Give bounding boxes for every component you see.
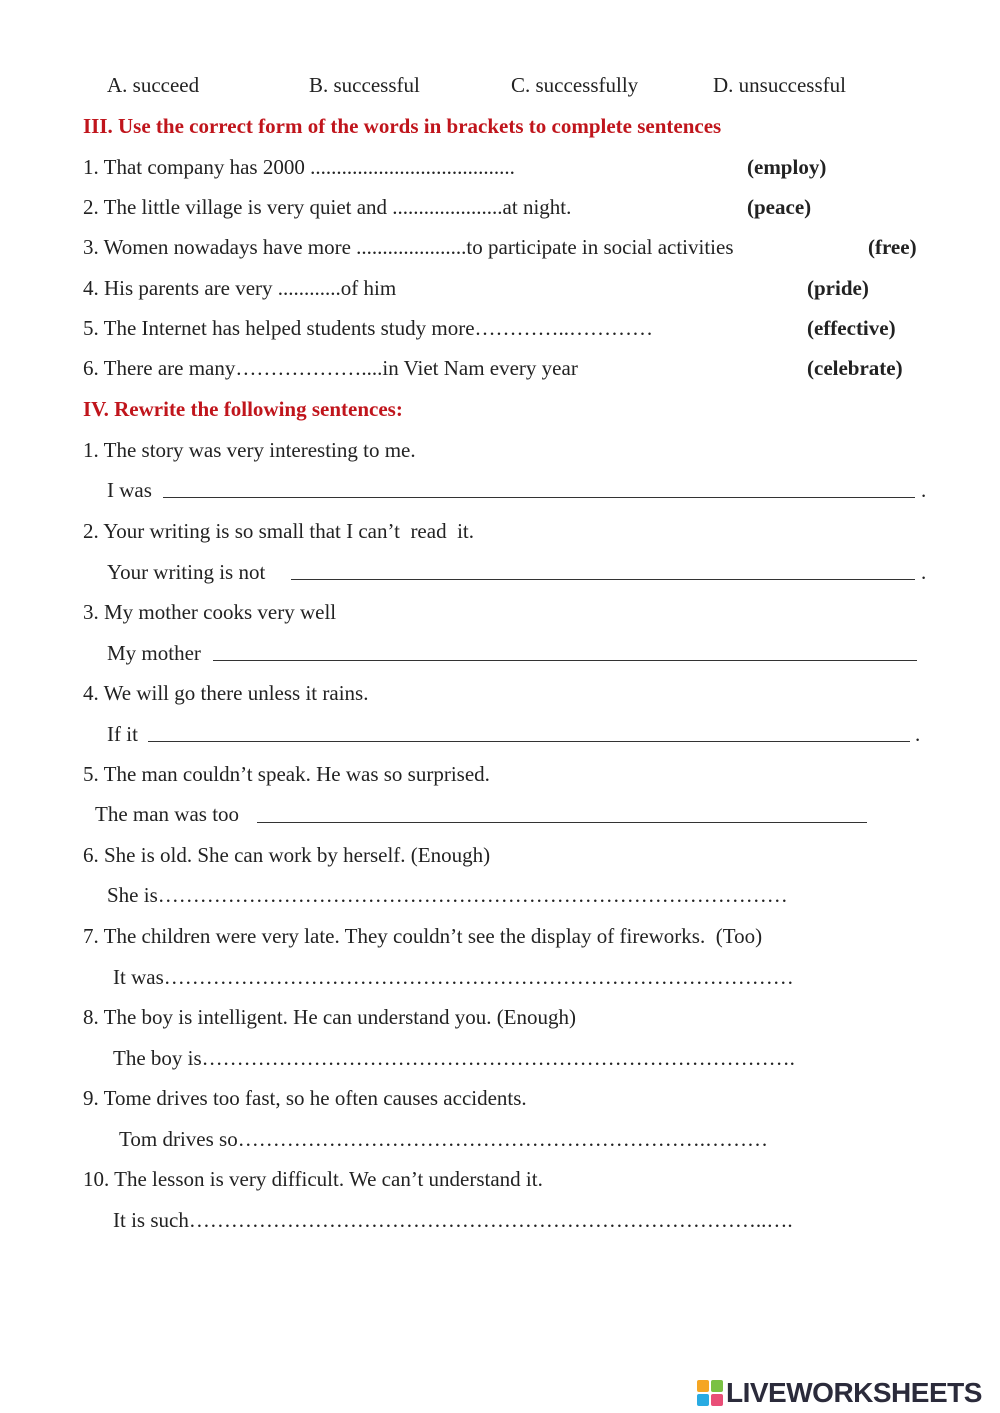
- rewrite-question-2: 2. Your writing is so small that I can’t read it.: [83, 519, 474, 543]
- rewrite-question-4: 4. We will go there unless it rains.: [83, 681, 369, 705]
- rewrite-question-10: 10. The lesson is very difficult. We can’t understand it.: [83, 1167, 543, 1191]
- word-form-item-1: 1. That company has 2000 .......................................: [83, 155, 515, 179]
- option-b: B. successful: [309, 73, 420, 97]
- rewrite-question-8: 8. The boy is intelligent. He can understand you. (Enough): [83, 1005, 577, 1029]
- word-form-hint-4: (pride): [807, 276, 869, 300]
- word-form-hint-3: (free): [868, 235, 917, 259]
- answer-blank-1[interactable]: [163, 497, 915, 498]
- logo-square-3: [697, 1394, 709, 1406]
- rewrite-answer-1: I was: [107, 478, 152, 502]
- answer-end-1: .: [921, 478, 927, 502]
- word-form-hint-6: (celebrate): [807, 356, 903, 380]
- logo-square-4: [711, 1394, 723, 1406]
- word-form-hint-2: (peace): [747, 195, 812, 219]
- section-4-heading: IV. Rewrite the following sentences:: [83, 397, 403, 421]
- word-form-item-2: 2. The little village is very quiet and .....................at night.: [83, 195, 572, 219]
- rewrite-question-3: 3. My mother cooks very well: [83, 600, 337, 624]
- logo-square-2: [711, 1380, 723, 1392]
- word-form-item-6: 6. There are many………………....in Viet Nam every year: [83, 356, 578, 380]
- liveworksheets-logo: [697, 1375, 982, 1411]
- rewrite-answer-5: The man was too: [95, 802, 240, 826]
- rewrite-question-7: 7. The children were very late. They couldn’t see the display of fireworks. (Too): [83, 924, 763, 948]
- word-form-item-4: 4. His parents are very ............of him: [83, 276, 397, 300]
- answer-blank-4[interactable]: [148, 741, 910, 742]
- rewrite-answer-10[interactable]: It is such………………………………………………………………………..….: [113, 1208, 793, 1232]
- answer-blank-2[interactable]: [291, 579, 915, 580]
- logo-text: LIVEWORKSHEETS: [726, 1377, 982, 1408]
- rewrite-question-1: 1. The story was very interesting to me.: [83, 438, 416, 462]
- answer-blank-3[interactable]: [213, 660, 917, 661]
- word-form-hint-5: (effective): [807, 316, 896, 340]
- option-c: C. successfully: [511, 73, 639, 97]
- option-d: D. unsuccessful: [713, 73, 846, 97]
- rewrite-question-5: 5. The man couldn’t speak. He was so surprised.: [83, 762, 490, 786]
- rewrite-answer-9[interactable]: Tom drives so………………………………………………………….………: [119, 1127, 768, 1151]
- rewrite-answer-6[interactable]: She is………………………………………………………………………………: [107, 883, 788, 907]
- logo-grid-icon: [697, 1380, 723, 1406]
- word-form-hint-1: (employ): [747, 155, 827, 179]
- rewrite-question-6: 6. She is old. She can work by herself. (Enough): [83, 843, 491, 867]
- answer-blank-5[interactable]: [257, 822, 867, 823]
- rewrite-answer-8[interactable]: The boy is………………………………………………………………………….: [113, 1046, 795, 1070]
- rewrite-question-9: 9. Tome drives too fast, so he often causes accidents.: [83, 1086, 527, 1110]
- option-a: A. succeed: [107, 73, 200, 97]
- logo-square-1: [697, 1380, 709, 1392]
- rewrite-answer-2: Your writing is not: [107, 560, 266, 584]
- word-form-item-3: 3. Women nowadays have more .....................to participate in social activities: [83, 235, 734, 259]
- section-3-heading: III. Use the correct form of the words in brackets to complete sentences: [83, 114, 722, 138]
- answer-end-4: .: [915, 722, 921, 746]
- word-form-item-5: 5. The Internet has helped students study more…………..…………: [83, 316, 654, 340]
- rewrite-answer-4: If it: [107, 722, 138, 746]
- rewrite-answer-3: My mother: [107, 641, 201, 665]
- answer-end-2: .: [921, 560, 927, 584]
- rewrite-answer-7[interactable]: It was………………………………………………………………………………: [113, 965, 794, 989]
